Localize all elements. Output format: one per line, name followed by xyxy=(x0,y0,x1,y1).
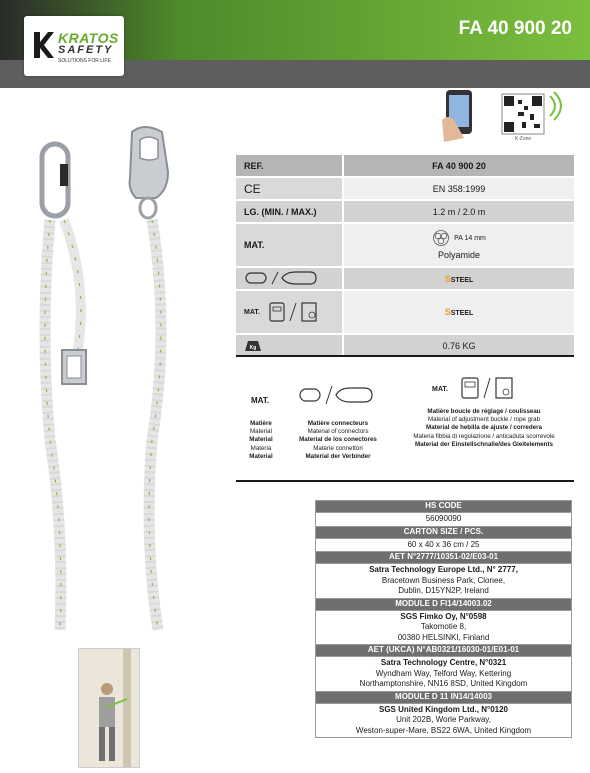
buckle-icon xyxy=(236,291,342,333)
legend-col-connectors xyxy=(288,420,388,461)
legend-col3-en: Material of adjustment buckle / rope grab xyxy=(427,416,541,424)
lanyard-product-image xyxy=(20,110,220,660)
legend-mat-label-right: MAT. xyxy=(432,386,448,393)
spec-row-ref xyxy=(236,155,574,176)
aet-addr1: Bracetown Business Park, Clonee, xyxy=(381,575,506,585)
spec-row-buckle xyxy=(236,291,574,333)
connectors-icon xyxy=(236,268,342,289)
carton-value: 60 x 40 x 36 cm / 25 xyxy=(316,538,572,552)
aet-body-name: Satra Technology Europe Ltd., N° 2777, xyxy=(369,565,518,574)
sgs-fi-name: SGS Fimko Oy, N°0598 xyxy=(400,611,487,621)
product-code-title: FA 40 900 20 xyxy=(458,18,572,39)
legend-col2-de: Material der Verbinder xyxy=(305,452,371,460)
kratos-k-icon xyxy=(32,30,54,60)
module-d11-label: MODULE D 11 IN14/14003 xyxy=(316,691,572,703)
sgs-uk-body xyxy=(316,703,572,738)
rope-dimension: PA 14 mm xyxy=(454,234,486,242)
material-label: MAT. xyxy=(236,224,342,266)
buckle-material: SSTEEL xyxy=(342,291,574,333)
sgs-fi-body xyxy=(316,610,572,645)
aet-label: AET N°2777/10351-02/E03-01 xyxy=(316,552,572,564)
brand-sub: SAFETY xyxy=(58,44,114,56)
legend-mat-label: MAT. xyxy=(251,396,270,405)
spec-row-norm xyxy=(236,178,574,199)
sgs-fi-addr1: Takomotie 8, xyxy=(420,622,467,631)
legend-col1-es: Material xyxy=(249,436,273,444)
spec-row-connectors xyxy=(236,268,574,289)
cert-table xyxy=(315,500,572,738)
connector-material: SSTEEL xyxy=(342,268,574,289)
ukca-addr2: Northamptonshire, NN16 8SD, United Kingdom xyxy=(359,679,528,688)
legend-col2-en: Material of connectors xyxy=(307,428,369,436)
brand-name: KRATOS xyxy=(58,30,119,46)
weight-icon xyxy=(236,335,342,356)
module-d-label: MODULE D FI14/14003.02 xyxy=(316,598,572,610)
legend-col3-fr: Matière boucle de réglage / coulisseau xyxy=(427,408,541,415)
spec-row-material xyxy=(236,224,574,266)
legend-col-buckle xyxy=(396,408,572,449)
legend-col3-it: Materia fibbia di regolazione / anticaduta scorrevole xyxy=(413,432,555,440)
qr-code-area xyxy=(438,86,573,146)
spec-row-weight xyxy=(236,335,574,356)
legend-col3-es: Material de hebilla de ajuste / corredera xyxy=(426,424,542,432)
legend-col-material xyxy=(242,420,280,461)
legend-col2-es: Material de los conectores xyxy=(299,436,377,444)
svg-text:Kg: Kg xyxy=(249,344,257,351)
aet-addr2: Dublin, D15YN2P, Ireland xyxy=(398,586,489,595)
ukca-addr1: Wyndham Way, Telford Way, Kettering xyxy=(375,668,512,678)
connectors-legend-icon xyxy=(298,384,380,406)
legend-col1-fr: Matière xyxy=(250,420,272,427)
sgs-fi-addr2: 00380 HELSINKI, Finland xyxy=(397,632,490,642)
norm-value: EN 358:1999 xyxy=(342,178,574,199)
spec-table xyxy=(236,153,574,358)
rope-material: Polyamide xyxy=(437,250,481,260)
legend-col2-it: Materie connettori xyxy=(313,444,363,452)
connector-material-text: STEEL xyxy=(450,276,474,284)
legend-col3-de: Material der Einstellschnalle/des Gleitelements xyxy=(415,440,553,448)
buckle-material-text: STEEL xyxy=(450,310,474,317)
ref-label: REF. xyxy=(236,155,342,176)
weight-value: 0.76 KG xyxy=(342,335,574,356)
usage-photo xyxy=(78,648,140,768)
length-value: 1.2 m / 2.0 m xyxy=(342,201,574,222)
ukca-name: Satra Technology Centre, N°0321 xyxy=(380,658,507,667)
legend-col1-it: Materia xyxy=(250,444,272,452)
spec-table-rule xyxy=(236,355,574,357)
legend-col1-en: Material xyxy=(249,428,272,436)
buckle-mat-label: MAT. xyxy=(244,309,260,317)
sgs-uk-name: SGS United Kingdom Ltd., N°0120 xyxy=(379,704,508,714)
buckle-legend-icon xyxy=(460,376,520,402)
rope-strands-icon xyxy=(432,230,450,246)
hs-code-value: 56090090 xyxy=(316,513,572,527)
legend-col1-de: Material xyxy=(249,452,273,460)
brand-logo xyxy=(24,16,124,76)
sgs-uk-addr1: Unit 202B, Worle Parkway, xyxy=(396,715,491,724)
length-label: LG. (MIN. / MAX.) xyxy=(236,201,342,222)
ce-mark-icon: CE xyxy=(236,178,342,199)
hs-code-label: HS CODE xyxy=(316,501,572,513)
brand-tagline: SOLUTIONS FOR LIFE xyxy=(58,58,111,64)
spec-row-length xyxy=(236,201,574,222)
sgs-uk-addr2: Weston-super-Mare, BS22 6WA, United Kingdom xyxy=(355,725,532,735)
material-legend xyxy=(236,370,574,482)
ukca-body xyxy=(316,657,572,692)
aet-body xyxy=(316,564,572,599)
legend-col2-fr: Matière connecteurs xyxy=(307,420,369,427)
ukca-label: AET (UKCA) N°AB0321/16030-01/E01-01 xyxy=(316,645,572,657)
qr-label: K-Zone xyxy=(514,136,532,142)
carton-label: CARTON SIZE / PCS. xyxy=(316,526,572,538)
ref-value: FA 40 900 20 xyxy=(342,155,574,176)
material-value xyxy=(342,224,574,266)
